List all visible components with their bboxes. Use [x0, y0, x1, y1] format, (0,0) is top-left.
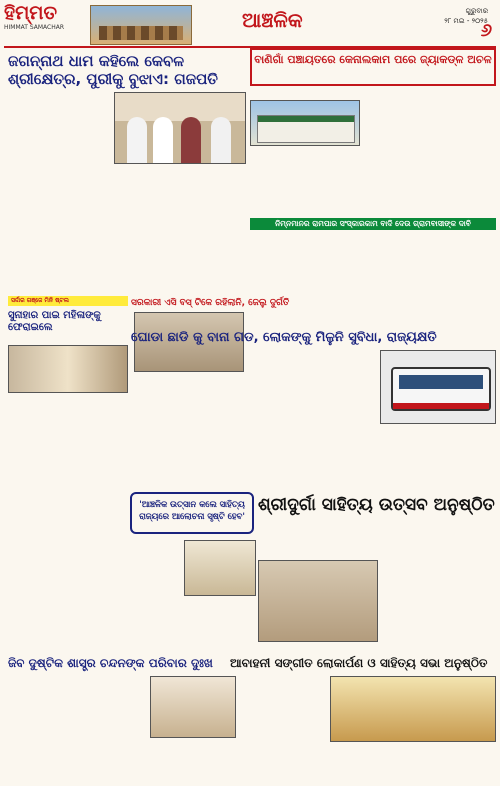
bottom-left-headline: ଜିବ ଦୁଷ୍ଟିକ ଶାସ୍ତ୍ର ଚନ୍ଦନଙ୍କ ପରିବାର ଦୁଃଖ [8, 656, 213, 670]
bus-image [391, 367, 491, 411]
quote-box: 'ଆଞ୍ଚଳିକ ଉତ୍ସାନ କଲେ ସାହିତ୍ୟ ରାଜ୍ୟରେ ଆଲୋଚନା ସୃଷ୍ଟି ହେବ' [130, 492, 254, 534]
bus-photo [380, 350, 496, 424]
small-photo [8, 345, 128, 393]
person [153, 117, 173, 163]
date-label: ୨୮ ମଇ - ୨୦୨୫ [444, 17, 488, 25]
day-label: ଗୁରୁବାର [465, 7, 488, 15]
person [181, 117, 201, 163]
person [211, 117, 231, 163]
page-number: ୬ [480, 20, 492, 41]
logo [4, 2, 86, 44]
small-bar-headline: ସର୍ଦ୍ଦାର ଗଞ୍ଜେ ମିନି ଷ୍ଟଲ [8, 296, 128, 306]
logo-subtitle: HIMMAT SAMACHAR [4, 24, 65, 31]
logo-text: ହିମ୍ମତ [4, 2, 58, 24]
school-building [257, 115, 355, 143]
masthead [4, 2, 496, 48]
person [127, 117, 147, 163]
temple-banner [90, 5, 192, 45]
book-release-photo [184, 540, 256, 596]
bottom-left-photo [150, 676, 236, 738]
section-title: ଆଞ୍ଚଳିକ [242, 8, 303, 32]
bottom-right-photo [330, 676, 496, 742]
box-headline: ବାଣିଗାଁ ପଞ୍ଚାୟତରେ କେନାଲକାମ ପରେ ଜ୍ୟାକଡ୍ଳ ଅଚଳ [250, 48, 496, 86]
green-headline: ନିମ୍ନମାନର ରାମପାର ସଂସ୍କାରକାମ ବାଦି ଦେଉ ଗ୍ରାମବାସୀଙ୍କ ଦାବି [250, 218, 496, 230]
bottom-right-headline: ଆବାହନୀ ସଙ୍ଗୀତ ଲୋକାର୍ପଣ ଓ ସାହିତ୍ୟ ସଭା ଅନୁଷ୍ଠିତ [230, 656, 488, 670]
lead-photo [114, 92, 246, 164]
school-photo [250, 100, 360, 146]
mid-red-headline: ସରକାରୀ ଏସି ବସ୍ ଟିକେ ରହିଲାନି, ଜେଲୁ ଦୁର୍ଗତି [131, 298, 290, 308]
sahitya-photo [258, 560, 378, 642]
small-headline: ସୁନାହାର ପାଇ ମହିଳାଙ୍କୁ ଫେରାଇଲେ [8, 310, 101, 333]
mid-blue-headline: ଘୋଡା ଛାଡି କୁ ବାନା ଗଡ, ଲୋକଙ୍କୁ ମିଳୁନି ସୁବିଧା, ରାଜ୍ୟକ୍ଷତି [131, 330, 437, 345]
sahitya-headline: ଶ୍ରୀଦୁର୍ଗା ସାହିତ୍ୟ ଉତ୍ସବ ଅନୁଷ୍ଠିତ [258, 495, 495, 515]
lead-headline: ଜଗନ୍ନାଥ ଧାମ କହିଲେ କେବଳ ଶ୍ରୀକ୍ଷେତ୍ର, ପୁରୀକୁ ବୁଝାଏ: ଗଜପତି [8, 52, 218, 88]
